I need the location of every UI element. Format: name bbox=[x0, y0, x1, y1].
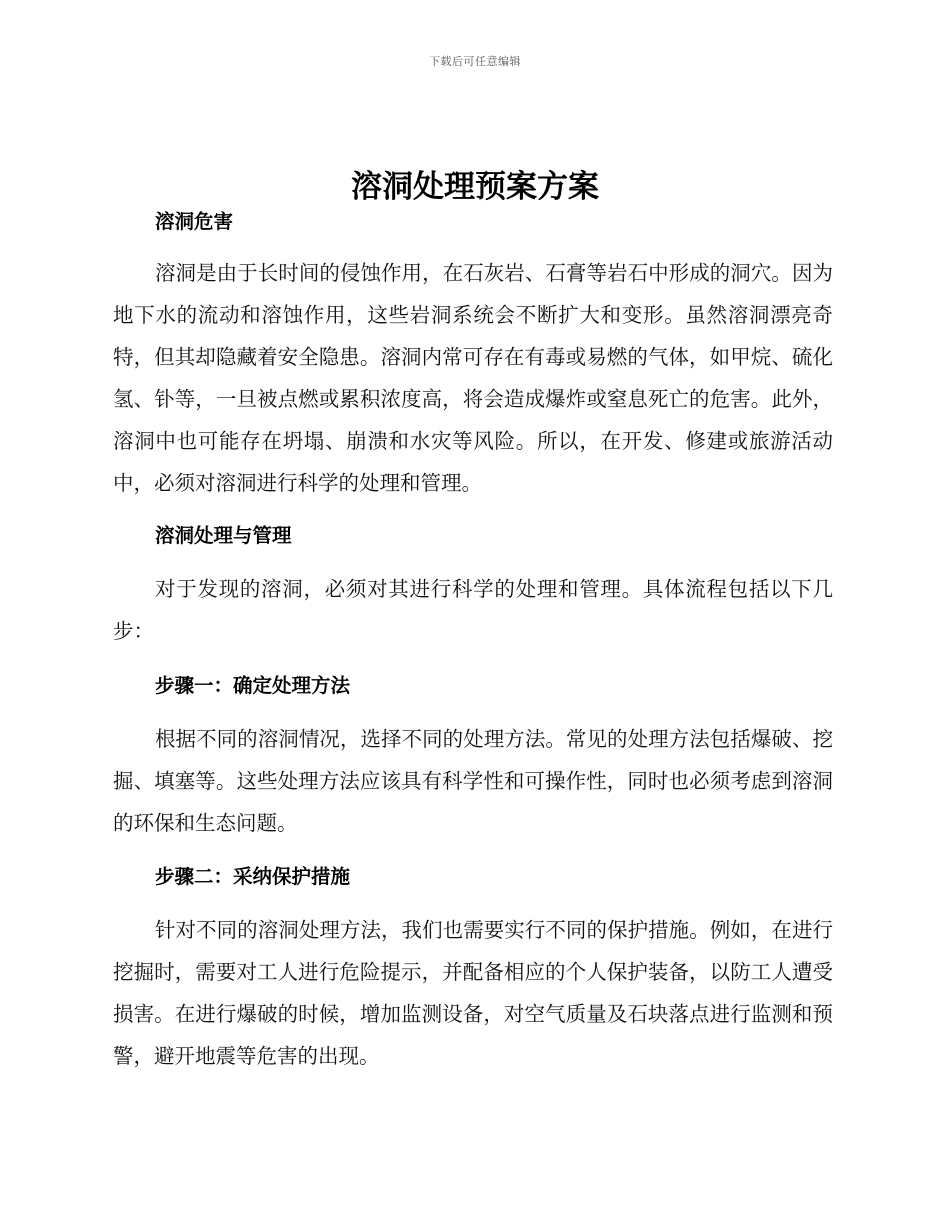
paragraph-step-two: 针对不同的溶洞处理方法，我们也需要实行不同的保护措施。例如，在进行挖掘时，需要对工人进行危险提示，并配备相应的个人保护装备，以防工人遭受损害。在进行爆破的时候，增加监测设备，对空气质量及石块落点进行监测和预警，避开地震等危害的出现。 bbox=[113, 918, 833, 1068]
section-heading-step-one: 步骤一：确定处理方法 bbox=[155, 674, 351, 697]
section-heading-step-two: 步骤二：采纳保护措施 bbox=[155, 865, 351, 888]
paragraph-hazards: 溶洞是由于长时间的侵蚀作用，在石灰岩、石膏等岩石中形成的洞穴。因为地下水的流动和溶蚀作用，这些岩洞系统会不断扩大和变形。虽然溶洞漂亮奇特，但其却隐藏着安全隐患。溶洞内常可存在有毒或易燃的气体，如甲烷、硫化氢、钋等，一旦被点燃或累积浓度高，将会造成爆炸或窒息死亡的危害。此外，溶洞中也可能存在坍塌、崩溃和水灾等风险。所以，在开发、修建或旅游活动中，必须对溶洞进行科学的处理和管理。 bbox=[113, 261, 833, 495]
section-heading-management: 溶洞处理与管理 bbox=[155, 524, 292, 547]
paragraph-step-one: 根据不同的溶洞情况，选择不同的处理方法。常见的处理方法包括爆破、挖掘、填塞等。这些处理方法应该具有科学性和可操作性，同时也必须考虑到溶洞的环保和生态问题。 bbox=[113, 727, 833, 835]
section-heading-hazards: 溶洞危害 bbox=[155, 210, 234, 233]
document-body bbox=[113, 200, 833, 1077]
paragraph-management: 对于发现的溶洞，必须对其进行科学的处理和管理。具体流程包括以下几步： bbox=[113, 577, 833, 643]
page-header: 下载后可任意编辑 bbox=[429, 55, 521, 68]
document-title: 溶洞处理预案方案 bbox=[351, 168, 599, 205]
